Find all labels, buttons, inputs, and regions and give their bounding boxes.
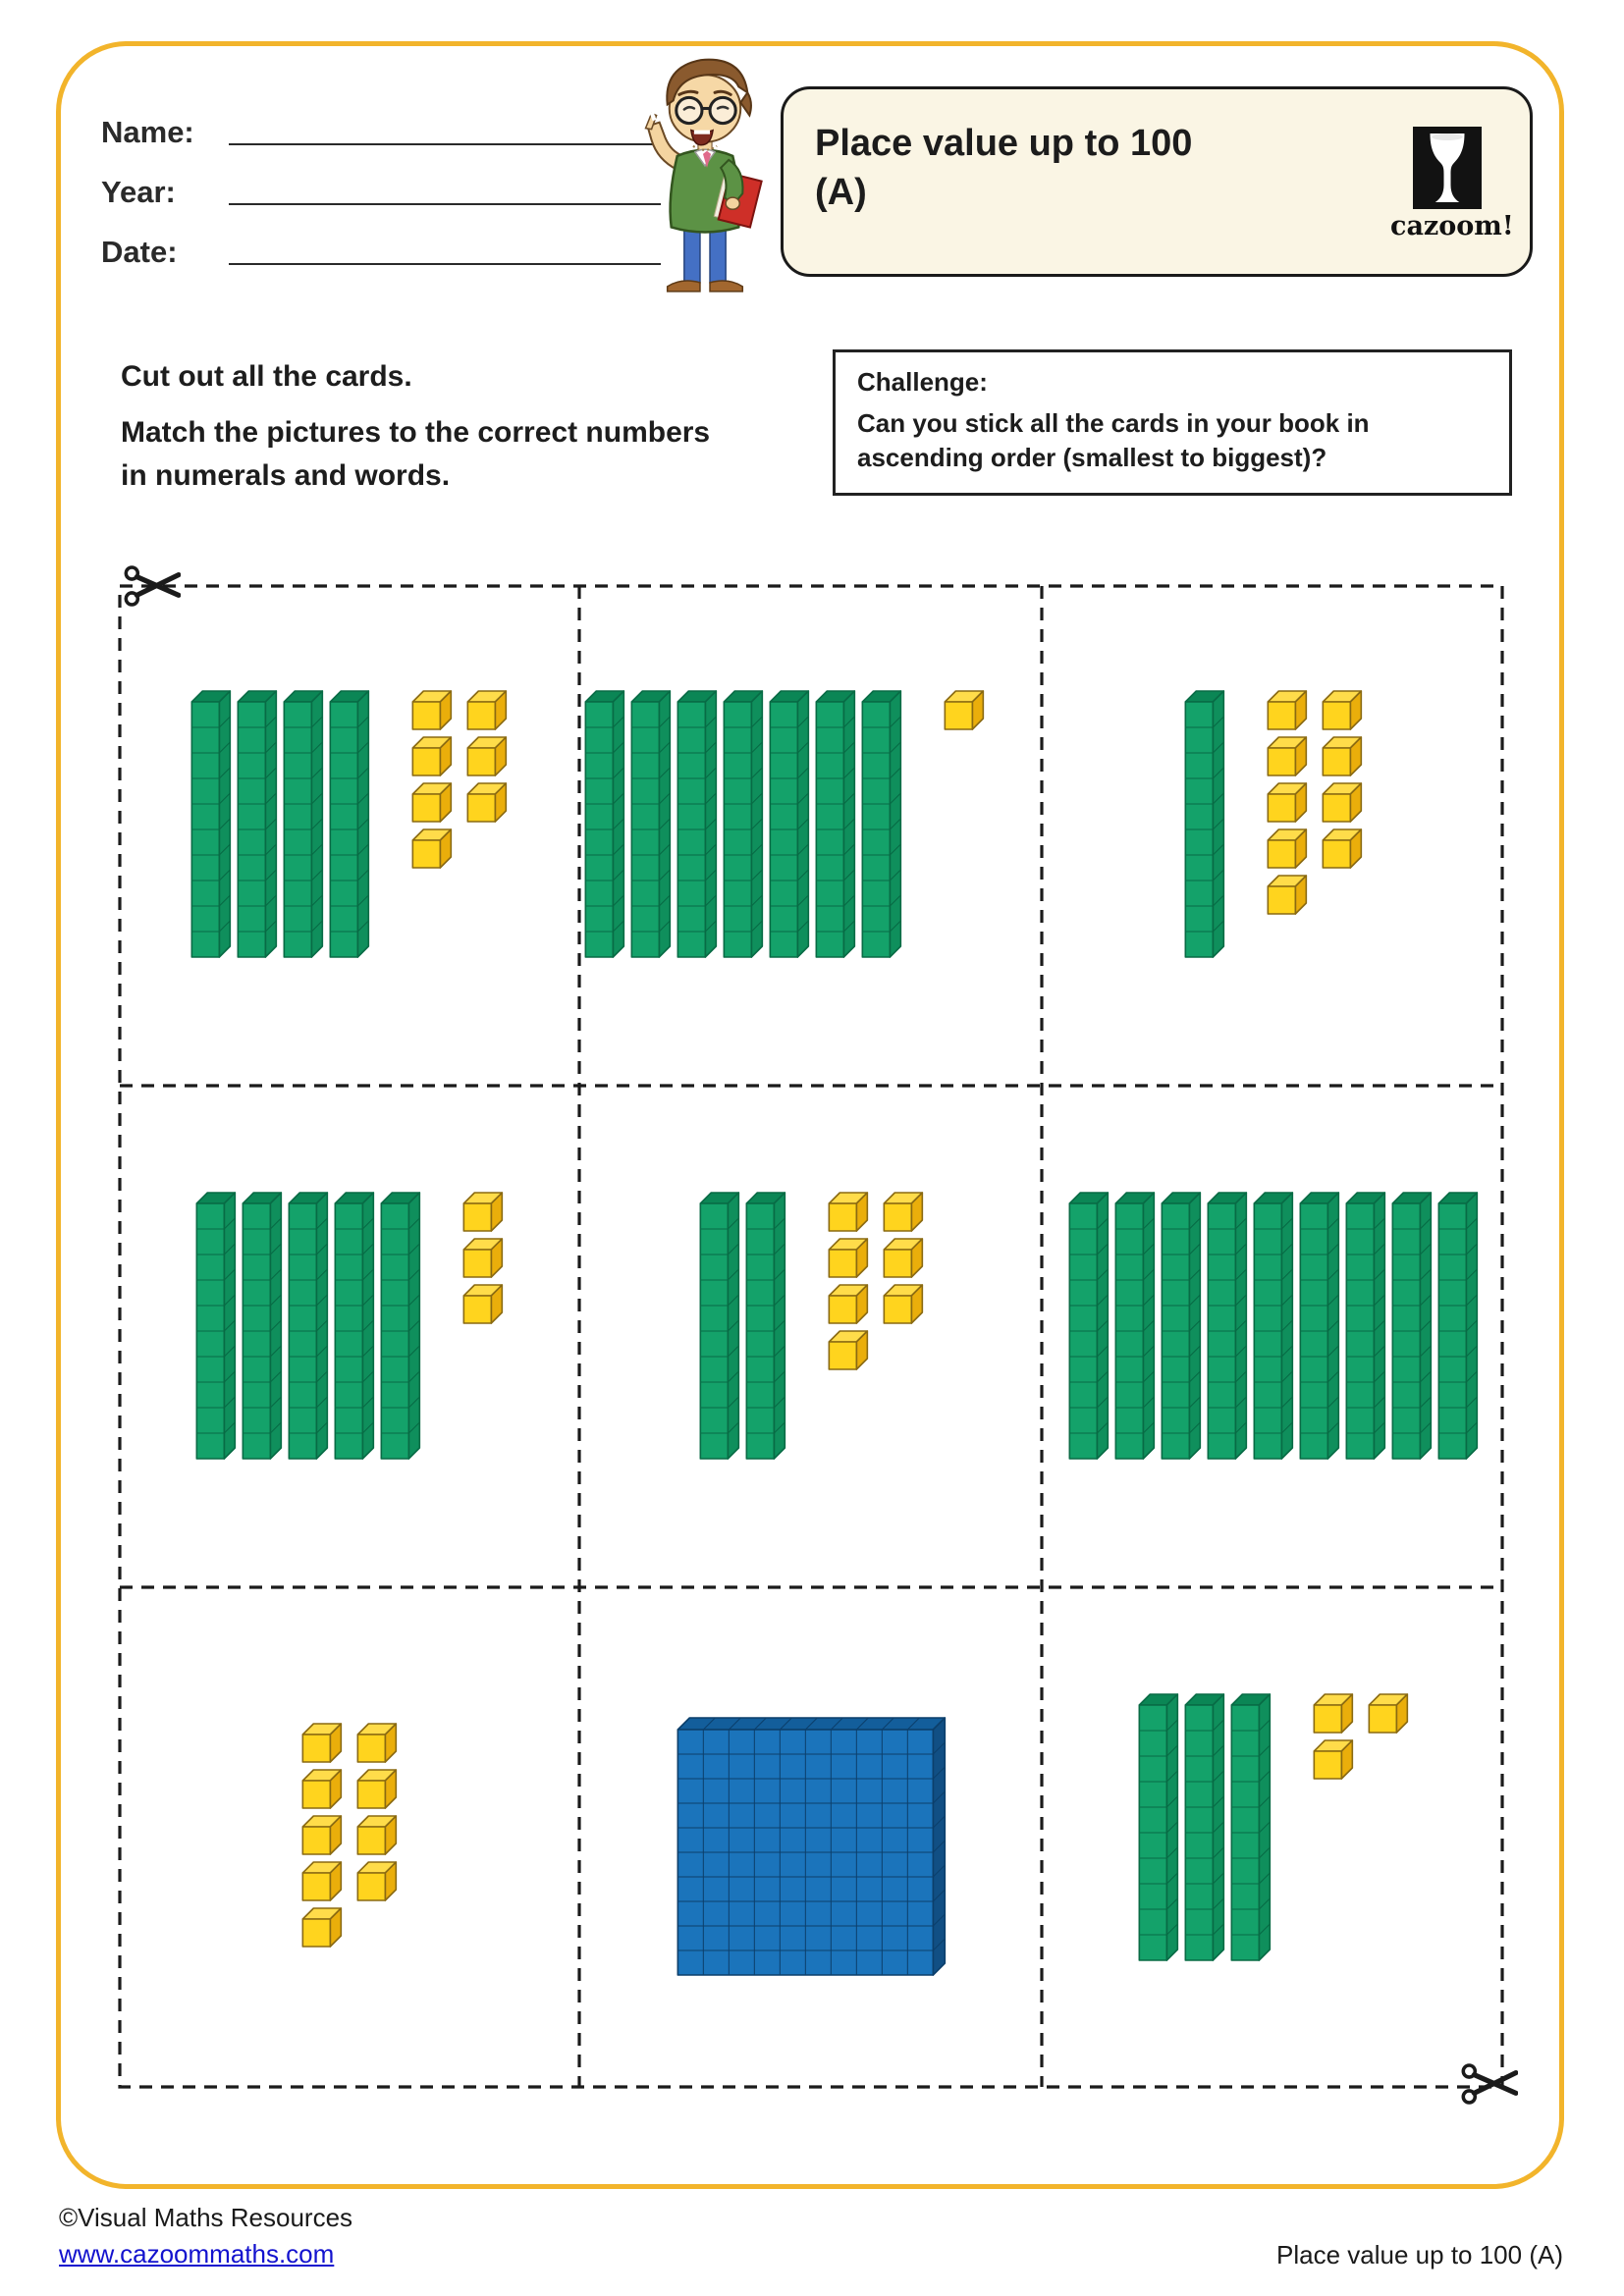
cards-grid bbox=[118, 584, 1504, 2089]
cazoom-logo-icon bbox=[1412, 127, 1483, 209]
title-box bbox=[781, 86, 1533, 277]
date-line bbox=[229, 263, 661, 265]
scissors-icon bbox=[124, 564, 181, 608]
cazoom-logo bbox=[1390, 127, 1514, 241]
worksheet-title-line1: Place value up to 100 bbox=[815, 123, 1193, 164]
year-label: Year: bbox=[101, 175, 176, 209]
teacher-illustration bbox=[622, 49, 790, 301]
name-field bbox=[101, 90, 661, 150]
date-field bbox=[101, 210, 661, 270]
scissors-icon bbox=[1461, 2062, 1518, 2106]
card-cells bbox=[118, 584, 1504, 2089]
header-fields bbox=[101, 90, 661, 270]
place-value-card-47 bbox=[118, 584, 580, 1086]
challenge-heading: Challenge: bbox=[857, 367, 988, 397]
name-line bbox=[229, 143, 661, 145]
place-value-card-19 bbox=[1042, 584, 1504, 1086]
footer-left bbox=[59, 2203, 352, 2269]
place-value-card-33 bbox=[1042, 1587, 1504, 2089]
date-label: Date: bbox=[101, 235, 178, 269]
footer-worksheet-title: Place value up to 100 (A) bbox=[1276, 2240, 1563, 2269]
instruction-line-1: Cut out all the cards. bbox=[121, 360, 412, 393]
place-value-card-9 bbox=[118, 1587, 580, 2089]
name-label: Name: bbox=[101, 115, 194, 149]
place-value-card-71 bbox=[580, 584, 1043, 1086]
place-value-card-100 bbox=[580, 1587, 1043, 2089]
place-value-card-90 bbox=[1042, 1086, 1504, 1587]
place-value-card-53 bbox=[118, 1086, 580, 1587]
year-line bbox=[229, 203, 661, 205]
instruction-line-2: Match the pictures to the correct numbers in numerals and words. bbox=[121, 416, 711, 493]
challenge-body: Can you stick all the cards in your book in ascending order (smallest to biggest)? bbox=[857, 408, 1370, 473]
cazoom-logo-text: cazoom! bbox=[1390, 211, 1514, 241]
year-field bbox=[101, 150, 661, 210]
instructions bbox=[121, 355, 741, 510]
place-value-card-27 bbox=[580, 1086, 1043, 1587]
worksheet-title-line2: (A) bbox=[815, 172, 867, 214]
challenge-box bbox=[833, 349, 1512, 496]
cazoom-link[interactable]: www.cazoommaths.com bbox=[59, 2239, 335, 2269]
copyright-text: ©Visual Maths Resources bbox=[59, 2203, 353, 2232]
